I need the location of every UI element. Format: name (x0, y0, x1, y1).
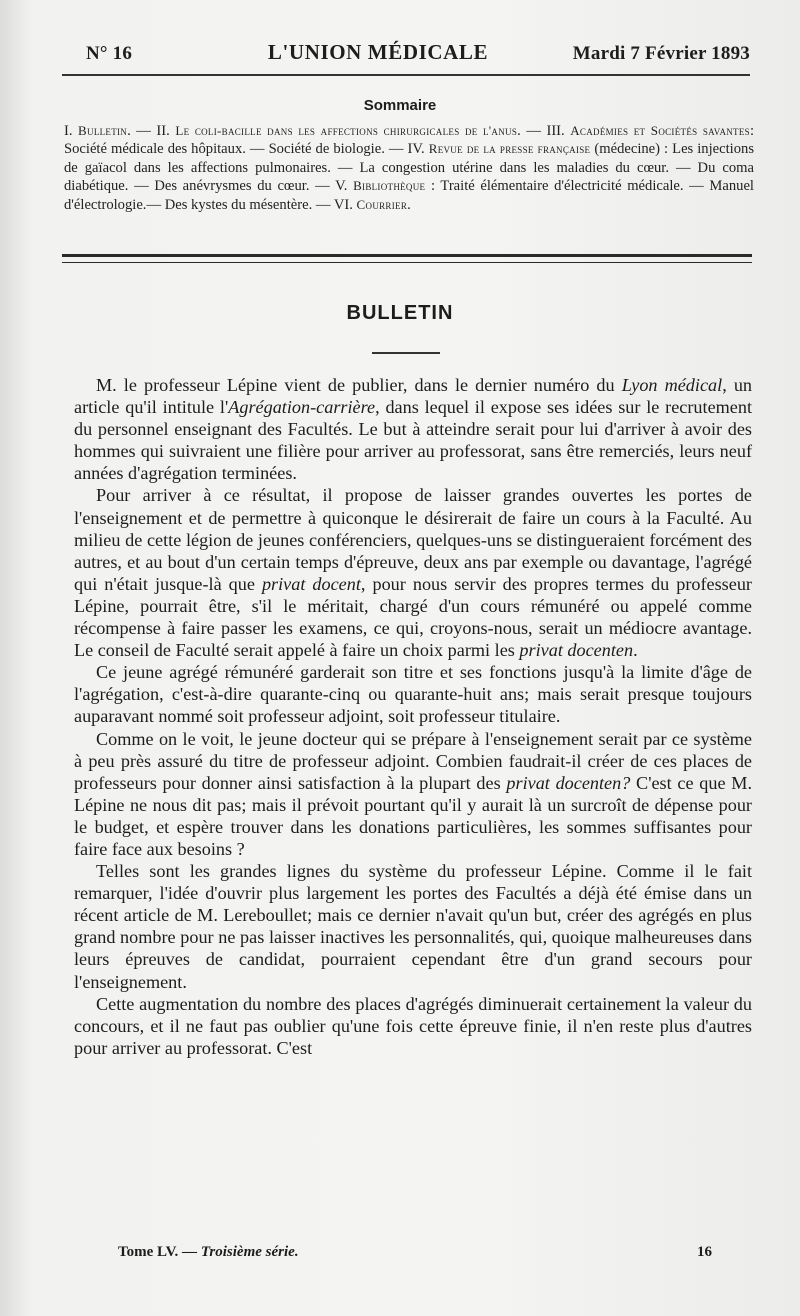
journal-title: L'UNION MÉDICALE (267, 40, 489, 64)
page-header (86, 40, 750, 72)
paragraph-3: Ce jeune agrégé rémunéré garderait son titre et ses fonctions jusqu'à la limite d'âge de l'agrégation, c'est-à-dire quarante-cinq ou quarante-huit ans; mais serait presque toujours auparavant nommé soit professeur adjoint, soit professeur titulaire. (74, 662, 752, 727)
article-body (74, 374, 752, 1059)
sommaire-heading: Sommaire (363, 97, 437, 114)
bulletin-rule (372, 352, 440, 354)
issue-number: N° 16 (86, 43, 133, 64)
paragraph-1: M. le professeur Lépine vient de publier, dans le dernier numéro du Lyon médical, un article qu'il intitule l'Agrégation-carrière, dans lequel il expose ses idées sur le recrutement du personnel enseignant des Facultés. Le but à atteindre serait pour lui d'arriver à avoir des hommes qui suivraient une filière pour arriver au professorat, sans être remerciés, leurs neuf années d'agrégation terminées. (74, 375, 753, 484)
bulletin-heading: BULLETIN (346, 302, 454, 324)
page-number: 16 (697, 1244, 712, 1260)
volume-info: Tome LV. — Troisième série. (118, 1244, 299, 1260)
page-footer (118, 1244, 712, 1261)
section-double-rule (62, 254, 752, 263)
paragraph-4: Comme on le voit, le jeune docteur qui se prépare à l'enseignement serait par ce système à peu près assuré du titre de professeur adjoint. Combien faudrait-il créer de ces places de professeurs pour donner ainsi satisfaction à la plupart des privat docenten? C'est ce que M. Lépine ne nous dit pas; mais il prévoit pourtant qu'il y aurait là un surcroît de dépense pour le budget, et espère trouver dans les donations particulières, les sommes suffisantes pour faire face aux besoins ? (74, 728, 752, 859)
issue-date: Mardi 7 Février 1893 (572, 43, 750, 64)
paragraph-2: Pour arriver à ce résultat, il propose de laisser grandes ouvertes les portes de l'enseignement et de permettre à quiconque le désirerait de faire un cours à la Faculté. Au milieu de cette légion de jeunes conférenciers, quelques-uns se distingueraient forcément des autres, et au bout d'un certain temps d'épreuve, deux ans par exemple ou davantage, l'agrégé qui n'était jusque-là que privat docent, pour nous servir des propres termes du professeur Lépine, pourrait être, s'il le méritait, chargé d'un cours rémunéré ou appelé comme récompense à faire passer les examens, ce qui, croyons-nous, serait un médiocre avantage. Le conseil de Faculté serait appelé à faire un choix parmi les privat docenten. (74, 485, 752, 661)
paragraph-5: Telles sont les grandes lignes du système du professeur Lépine. Comme il le fait remarquer, l'idée d'ouvrir plus largement les portes des Facultés a déjà été émise dans un récent article de M. Lereboullet; mais ce dernier n'avait qu'un but, créer des agrégés en plus grand nombre pour ne pas laisser inactives les personnalités, qui, quoique malheureuses dans leurs épreuves de candidat, pourraient cependant être d'un grand secours pour l'enseignement. (74, 861, 752, 992)
paragraph-6: Cette augmentation du nombre des places d'agrégés diminuerait certainement la valeur du concours, et il ne faut pas oublier qu'une fois cette épreuve finie, il n'en reste plus d'autres pour arriver au professorat. C'est (74, 993, 752, 1058)
header-rule (62, 74, 750, 76)
sommaire-contents: I. Bulletin. — II. Le coli-bacille dans les affections chirurgicales de l'anus. — III. Académies et Sociétés savantes: Société médicale des hôpitaux. — Société de biologie. — IV. Revue de la presse française (médecine) : Les injections de gaïacol dans les affections pulmonaires. — La congestion utérine dans les maladies du cœur. — Du coma diabétique. — Des anévrysmes du cœur. — V. Bibliothèque : Traité élémentaire d'électricité médicale. — Manuel d'électrologie.— Des kystes du mésentère. — VI. Courrier. (64, 123, 755, 213)
